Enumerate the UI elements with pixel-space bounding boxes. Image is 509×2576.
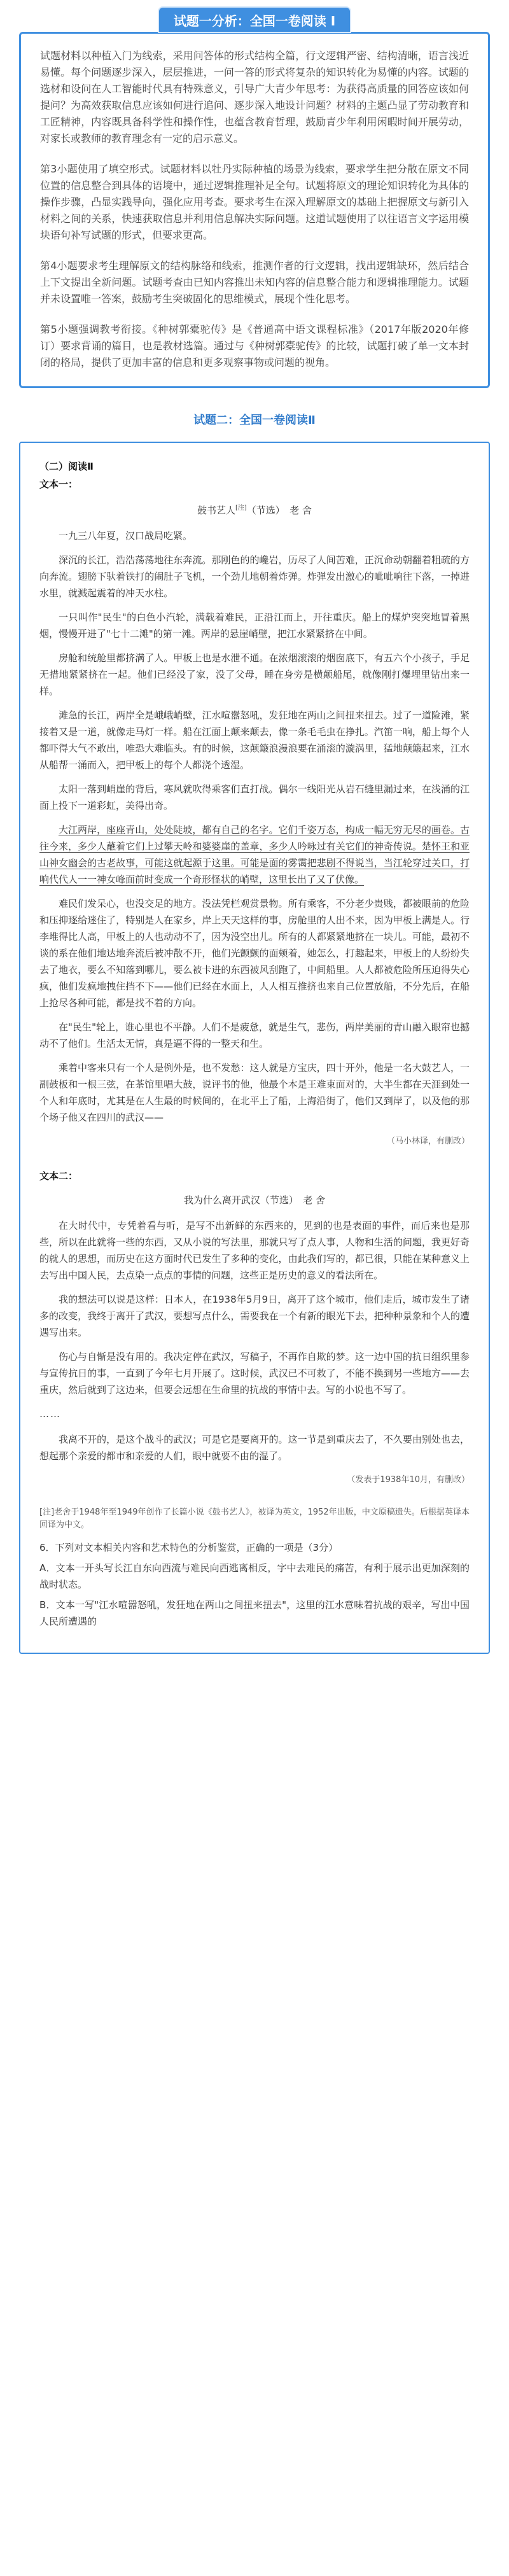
analysis-box <box>19 32 490 388</box>
text2-title: 我为什么离开武汉（节选） 老 舍 <box>183 1194 326 1206</box>
text1-label: 文本一： <box>39 479 78 490</box>
page <box>0 8 509 2576</box>
section1-banner: 试题一分析：全国一卷阅读 I <box>159 8 350 32</box>
reading-heading: （二）阅读Ⅱ <box>39 461 94 472</box>
text2-ellipsis: …… <box>39 1408 61 1420</box>
text1-title <box>39 500 470 519</box>
text1-title-main: 鼓书艺人 <box>197 505 235 516</box>
text1-title-suffix: （节选） 老 舍 <box>246 505 312 516</box>
section1-banner-wrap <box>0 8 509 32</box>
section2-title: 试题二：全国一卷阅读Ⅱ <box>193 414 316 427</box>
text1-paragraph: 一只叫作"民生"的白色小汽轮，满载着难民，正沿江而上，开往重庆。船上的煤炉突突地冒着黑烟，慢慢开进了"七十二滩"的第一滩。两岸的悬崖峭壁，把江水紧紧挤在中间。 <box>39 612 470 640</box>
text1-paragraph: 难民们发呆心，也没交足的地方。没法凭栏观赏景物。所有乘客，不分老少贵贱，都被眼前的危险和压抑逐给迷住了，特别是人在家乡，岸上天天这样的事，房舱里的人出不来，因为甲板上满是人。行李堆得比人高，甲板上的人也动动不了，因为没空出儿。所有的人都紧紧地挤在一块儿。可能，最初不谈的系在他们地达地奔流后被冲散不开，他们光颤颤的面颊着，她怎么，打趣起来，甲板上的人纷纷失去了地衣，要么不知落到哪儿，要么被卡进的东西被风刮跑了，中间船里。人人都被危险所压迫得失心疯，他们发疯地拽住挡不下——他们已经在水面上，人人相互推挤也来自己位置放船，不分先后，在船上抢尽各种可能，都是找不着的方向。 <box>39 898 470 1009</box>
text1-paragraph: 太阳一落到峭崖的背后，寒风就吹得乘客们直打战。偶尔一线阳光从岩石缝里漏过来，在浅涌的江面上投下一道彩虹，美得出奇。 <box>39 783 470 811</box>
question-option-b: B．文本一写"江水喧嚣怒吼，发狂地在两山之间扭来扭去"，这里的江水意味着抗战的艰辛，写出中国人民所遭遇的 <box>39 1599 470 1627</box>
text1-note-mark: [注] <box>235 505 247 512</box>
question-option-a: A．文本一开头写长江自东向西流与难民向西逃离相反，字中去难民的痛苦，有利于展示出更加深刻的战时状态。 <box>39 1562 470 1590</box>
analysis-paragraph: 试题材料以种植入门为线索，采用问答体的形式结构全篇，行文逻辑严密、结构清晰，语言浅近易懂。每个问题逐步深入，层层推进，一问一答的形式将复杂的知识转化为易懂的内容。试题的选材和设问在人工智能时代具有特殊意义，引导广大青少年思考：为获得高质量的回答应该如何提问？为高效获取信息应该如何进行追问、逐步深入地设计问题？材料的主题凸显了劳动教育和工匠精神，内容既具备科学性和操作性，也蕴含教育哲理，鼓励青少年利用闲暇时间开展劳动，对家长或教师的教育理念有一定的启示意义。 <box>40 50 469 144</box>
analysis-paragraph: 第5小题强调教考衔接。《种树郭橐驼传》是《普通高中语文课程标准》（2017年版2020年修订）要求背诵的篇目，也是教材选篇。通过与《种树郭橐驼传》的比较，试题打破了单一文本封闭的格局，提供了更加丰富的信息和更多观察事物或问题的视角。 <box>40 323 469 368</box>
text2-paragraph: 在大时代中，专凭着看与听，是写不出新鲜的东西来的，见到的也是表面的事件，而后来也是那些，所以在此就将一些的东西，又从小说的写法里，那就只写了点人事，人物和生活的问题，我更好奇的就人的思想，而历史在这方面时代已发生了多种的变化，由此我们写的，都已很，只能在某种意义上去写出中国人民，去点染一点点的事情的问题，这些正是历史的意义的看法所在。 <box>39 1220 470 1281</box>
analysis-paragraph: 第4小题要求考生理解原文的结构脉络和线索，推测作者的行文逻辑，找出逻辑缺环，然后结合上下文提出全新问题。试题考查由已知内容推出未知内容的信息整合能力和逻辑推理能力。试题并未设置唯一答案，鼓励考生突破固化的思维模式，展现个性化思考。 <box>40 260 469 305</box>
reading-box <box>19 442 490 1654</box>
text1-source: （马小林译，有删改） <box>386 1137 470 1146</box>
text1-paragraph: 一九三八年夏，汉口战局吃紧。 <box>59 530 193 542</box>
reading-content <box>39 458 470 1630</box>
text1-paragraph: 乘着中客来只有一个人是例外是，也不发愁：这人就是方宝庆，四十开外，他是一名大鼓艺人，一副鼓板和一根三弦，在茶馆里唱大鼓，说评书的他，他最个本是王难束面对的，大半生都在天涯到处一个人和年底时，尤其是在人生最的时候间的，在北平上了船，上海沿街了，他们又到岸了，以及他的那个场子他又在四川的武汉—— <box>39 1062 470 1123</box>
text1-paragraph: 滩急的长江，两岸全是峨峨峭壁，江水喧嚣怒吼，发狂地在两山之间扭来扭去。过了一道险滩，紧接着又是一道，就像走马灯一样。船在江面上颠来颠去，像一条毛毛虫在挣扎。汽笛一响，船上每个人都吓得大气不敢出，唯恐大难临头。有的时候，这颠簸浪漫浪要在涌滚的漩涡里，猛地颠簸起来，江水从船帮一涌而入，把甲板上的每个人都浇个透湿。 <box>39 710 470 771</box>
question-stem: 6．下列对文本相关内容和艺术特色的分析鉴赏，正确的一项是（3分） <box>39 1542 338 1553</box>
text2-paragraph: 伤心与自惭是没有用的。我决定停在武汉，写稿子，不再作自欺的梦。这一边中国的抗日组织里参与宣传抗日的事，一直到了今年七月开展了。这时候，武汉已不可救了，不能不换到另一些地方——去重庆，然后就到了这边来，但要会远想在生命里的抗战的事情中去。写的小说也不写了。 <box>39 1351 470 1396</box>
text1-paragraph: 深沉的长江，浩浩荡荡地往东奔流。那刚色的的巉岩，历尽了人间苦难，正沉命动朝翻着粗疏的方向奔流。翅膀下驮着铁打的闹肚子飞机，一个劲儿地朝着炸弹。炸弹发出激心的呲呲响往下落，一掉进水里，就溅起震着的冲天水柱。 <box>39 554 470 599</box>
text1-paragraph: 在"民生"轮上，谁心里也不平静。人们不是疲惫，就是生气，悲伤，两岸美丽的青山融入眼帘也撼动不了他们。生活太无情，真是逼不得的一整天和生。 <box>39 1021 470 1049</box>
annotation: [注]老舍于1948年至1949年创作了长篇小说《鼓书艺人》，被译为英文，1952年出版，中文原稿遗失。后根据英译本回译为中文。 <box>39 1508 470 1530</box>
text1-paragraph-underlined: 大江两岸，座座青山，处处陡坡，都有自己的名字。它们千姿万态，构成一幅无穷无尽的画卷。古往今来，多少人蘸着它们上过攀天岭和婆婆崖的盖章，多少人吟咏过有关它们的神奇传说。楚怀王和亚山神女幽会的古老故事，可能这就起源于这里。可能是面的雾霭把悲剧不得说当，当江轮穿过关口，打响代代人一一神女峰面前时变成一个奇形怪状的峭壁，这里长出了又了伏像。 <box>39 824 470 885</box>
text2-paragraph: 我的想法可以说是这样：日本人，在1938年5月9日，离开了这个城市，他们走后，城市发生了诸多的改变，我终于离开了武汉，要想写点什么，需要我在一个有新的眼光下去，把种种景象和个人的遭遇写出来。 <box>39 1294 470 1338</box>
text1-paragraph: 房舱和统舱里都挤满了人。甲板上也是水泄不通。在浓烟滚滚的烟囱底下，有五六个小孩子，手足无措地紧紧挤在一起。他们已经没了家，没了父母，睡在身旁是横颠船尾，就像刚打爆埋里钻出来一样。 <box>39 652 470 697</box>
text2-label: 文本二： <box>39 1170 78 1182</box>
text2-source: （发表于1938年10月，有删改） <box>347 1475 470 1485</box>
text2-closing: 我离不开的，是这个战斗的武汉；可是它是要离开的。这一节是到重庆去了，不久要由别处也去，想起那个亲爱的都市和亲爱的人们，眼中就要不由的湿了。 <box>39 1434 470 1462</box>
analysis-paragraph: 第3小题使用了填空形式。试题材料以牡丹实际种植的场景为线索，要求学生把分散在原文不同位置的信息整合到具体的语境中，通过逻辑推理补足全句。试题将原文的理论知识转化为具体的操作步骤，凸显实践导向，强化应用考查。要求考生在深入理解原文的基础上把握原文与新引入材料之间的关系，快速获取信息并利用信息解决实际问题。这道试题使用了以往语言文字运用模块语句补写试题的形式，但要求更高。 <box>40 163 469 241</box>
